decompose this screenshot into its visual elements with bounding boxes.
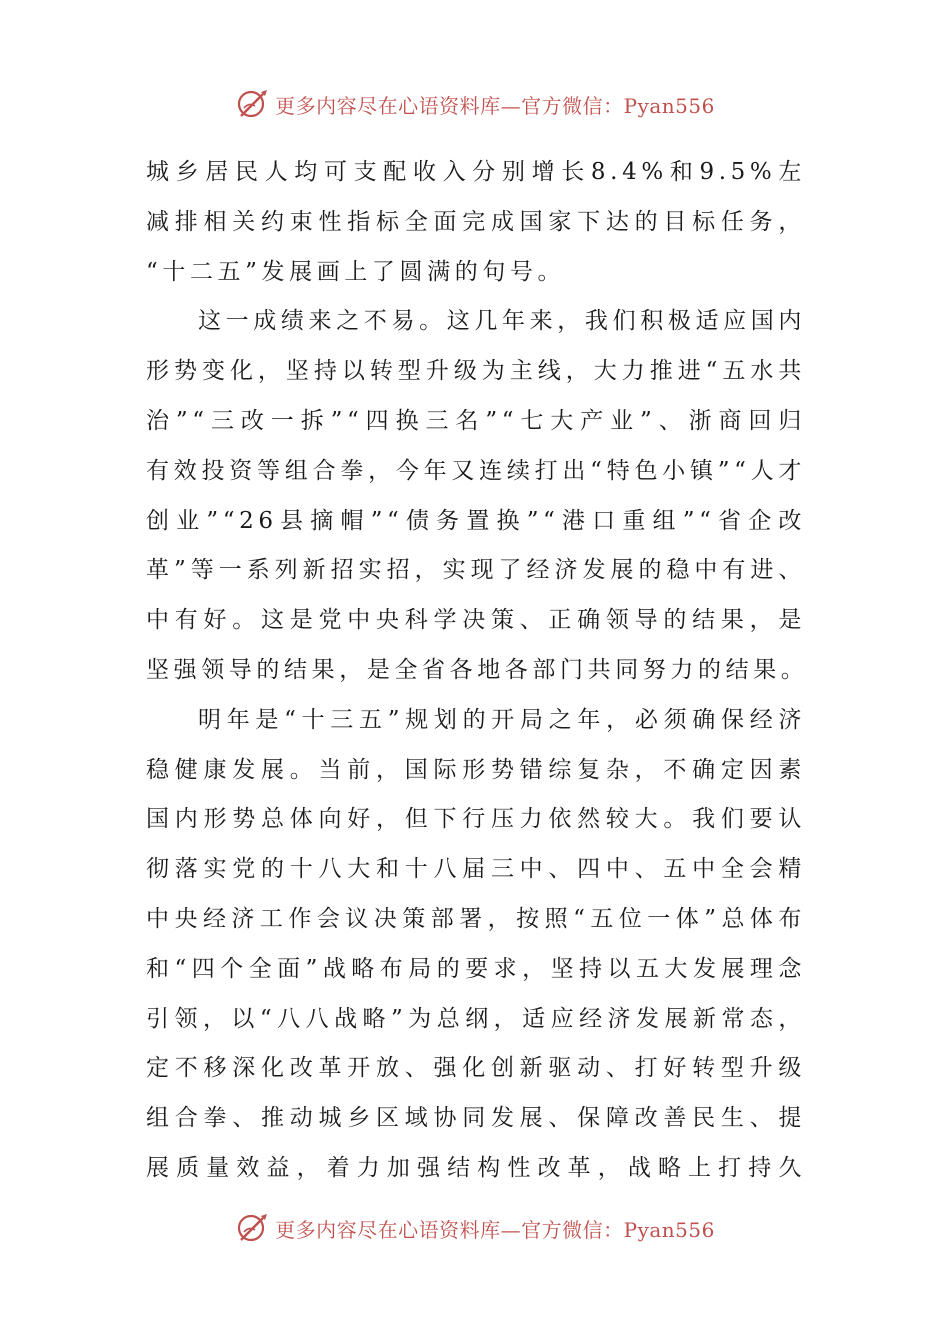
text-line: 中央经济工作会议决策部署，按照“五位一体”总体布 bbox=[146, 905, 806, 932]
paragraph-first-line: 明年是“十三五”规划的开局之年，必须确保经济 bbox=[198, 706, 806, 733]
text-line: 彻落实党的十八大和十八届三中、四中、五中全会精 bbox=[146, 856, 806, 883]
text-line: 革”等一系列新招实招，实现了经济发展的稳中有进、 bbox=[146, 557, 806, 584]
text-line: 展质量效益，着力加强结构性改革，战略上打持久 bbox=[146, 1154, 806, 1181]
pen-logo-icon bbox=[235, 1210, 271, 1246]
text-line: 形势变化，坚持以转型升级为主线，大力推进“五水共 bbox=[146, 358, 806, 385]
text-line: 定不移深化改革开放、强化创新驱动、打好转型升级 bbox=[146, 1055, 806, 1082]
text-line: 城乡居民人均可支配收入分别增长8.4%和9.5%左 bbox=[146, 159, 806, 185]
text-line: 组合拳、推动城乡区域协同发展、保障改善民生、提 bbox=[146, 1105, 806, 1132]
text-line: 有效投资等组合拳，今年又连续打出“特色小镇”“人才 bbox=[146, 457, 806, 484]
text-line: 治”“三改一拆”“四换三名”“七大产业”、浙商回归 bbox=[146, 407, 806, 434]
text-line: “十二五”发展画上了圆满的句号。 bbox=[146, 258, 566, 285]
pen-logo-icon bbox=[235, 86, 271, 122]
text-line: 坚强领导的结果，是全省各地各部门共同努力的结果。 bbox=[146, 656, 809, 683]
header-watermark-text: 更多内容尽在心语资料库—官方微信：Pyan556 bbox=[275, 93, 715, 118]
paragraph-first-line: 这一成绩来之不易。这几年来，我们积极适应国内 bbox=[198, 308, 806, 335]
text-line: 引领，以“八八战略”为总纲，适应经济发展新常态， bbox=[146, 1005, 806, 1032]
text-line: 减排相关约束性指标全面完成国家下达的目标任务， bbox=[146, 208, 806, 235]
footer-watermark-banner bbox=[0, 1208, 950, 1248]
text-line: 稳健康发展。当前，国际形势错综复杂，不确定因素 bbox=[146, 756, 806, 783]
footer-watermark-text: 更多内容尽在心语资料库—官方微信：Pyan556 bbox=[275, 1217, 715, 1242]
text-line: 和“四个全面”战略布局的要求，坚持以五大发展理念 bbox=[146, 955, 806, 982]
header-watermark-banner bbox=[0, 84, 950, 124]
document-body bbox=[146, 148, 809, 1194]
text-line: 创业”“26县摘帽”“债务置换”“港口重组”“省企改 bbox=[146, 507, 806, 534]
text-line: 中有好。这是党中央科学决策、正确领导的结果，是 bbox=[146, 607, 806, 634]
text-line: 国内形势总体向好，但下行压力依然较大。我们要认 bbox=[146, 806, 806, 833]
